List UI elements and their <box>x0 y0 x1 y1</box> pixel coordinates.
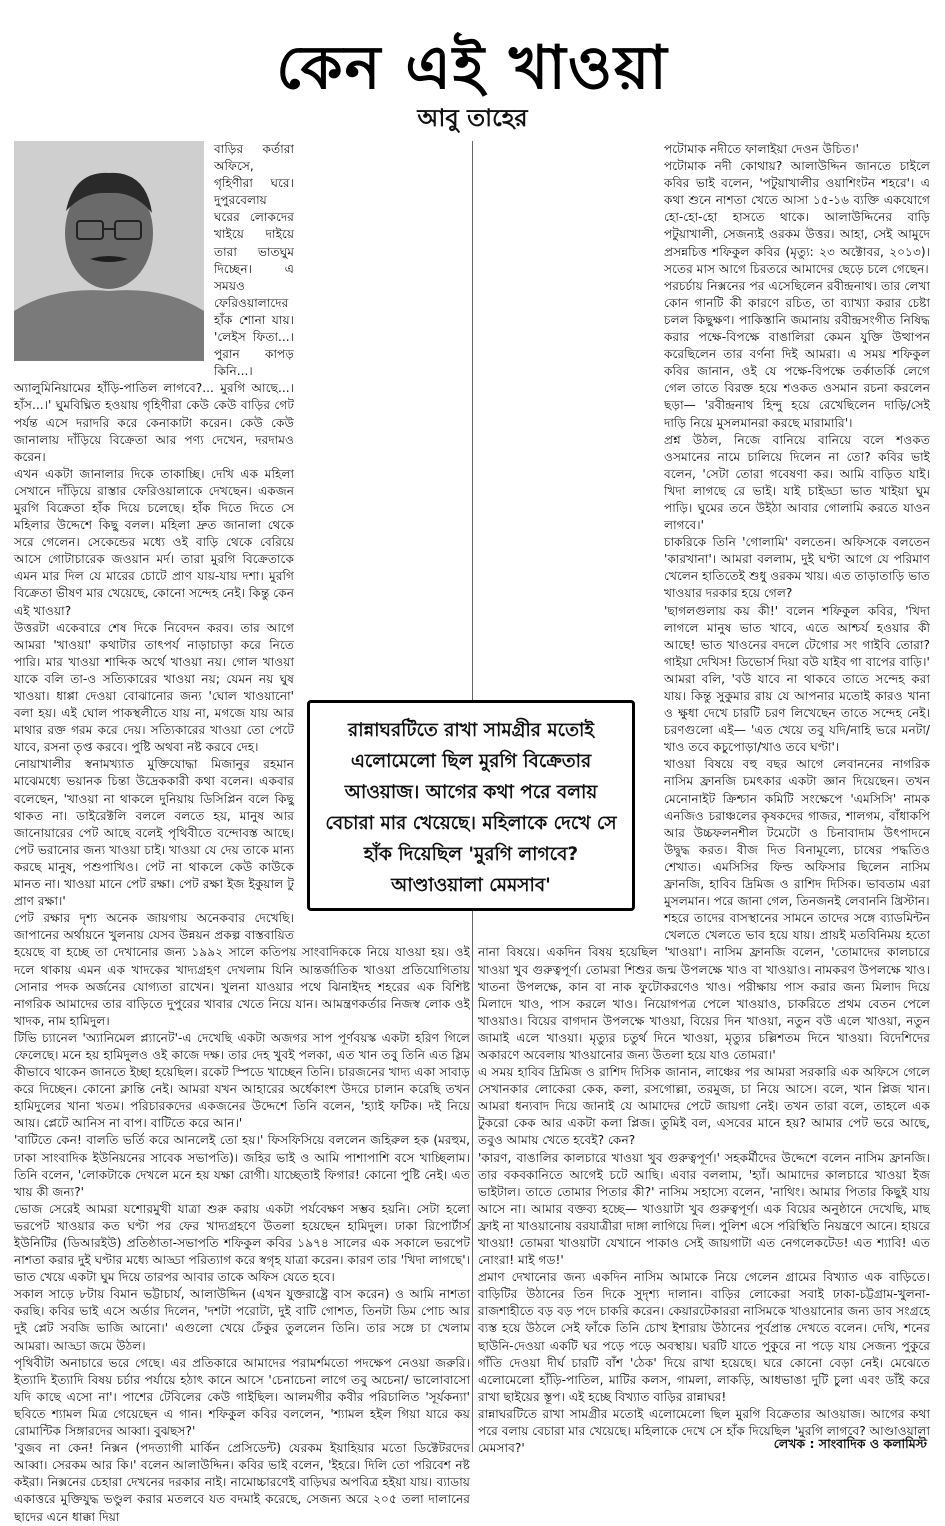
right-paragraph: আমরা বলি, 'বউ যাবে না থাকবে তাতে সন্দেহ করা যায়। কিন্তু সুকুমার রায় যে আপনার মতোই কারও খানা ও ক্ষুধা দেখে চারটি চরণ লিখেছেন তাতে সন্দেহ নেই। চরণগুলো এই— 'এত খেয়ে তবু যদি/নাহি ভরে মনটা/খাও তবে কচুপোড়া/খাও তবে ঘণ্টা'। <box>664 671 930 755</box>
right-paragraph: 'ছাগলগুলায় কয় কী!' বলেন শফিকুল কবির, 'খিদা লাগলে মানুষ ভাত খাবে, এতে আশ্চর্য হওয়ার কী আছে! ভাত খাওনের বদলে টেগোর সং গাইবি তোরা? গাইয়া দেখিস! ডিভোর্স দিয়া বউ যাইব গা বাপের বাড়ি।' <box>664 603 930 669</box>
left-paragraph: পেট রক্ষার দৃশ্য অনেক জায়গায় অনেকবার দেখেছি। জাপানের অর্থায়নে খুলনায় যেসব উন্নয়ন প্রকল্প বাস্তবায়িত হয়েছে বা হচ্ছে তা দেখানোর জন্য ১৯৯২ সালে কতিপয় সাংবাদিককে নিয়ে যাওয়া হয়। ওই দলে থাকায় এমন এক খাদকের খাদ্যগ্রহণ দেখলাম যিনি আন্তর্জাতিক খাওয়া প্রতিযোগিতায় সোনার পদক অর্জনের যোগ্যতা রাখেন। খুলনা যাওয়ার পথে ঝিনাইদহ শহরের এক বিশিষ্ট নাগরিক আমাদের তার বাড়িতে দুপুরের খাবার খেতে নিয়ে যান। আমন্ত্রণকর্তার নিজস্ব লোক ওই খাদক, নাম হামিদুল। <box>14 911 470 1028</box>
right-paragraph: পটোমাক নদী কোথায়? আলাউদ্দিন জানতে চাইলে কবির ভাই বলেন, 'পটুয়াখালীর ওয়াশিংটন শহরে'। এ কথা শুনে নাশতা খেতে আসা ১৫-১৬ ব্যক্তি একযোগে হো-হো-হো হাসতে থাকে। আলাউদ্দিনের বাড়ি পটুয়াখালী, সেজন্যই ওরকম উত্তর। আহা, সেই আমুদে প্রসন্নচিত্ত শফিকুল কবির (মৃত্যু: ২৩ অক্টোবর, ২০১৩)। সতের মাস আগে চিরতরে আমাদের ছেড়ে চলে গেছেন। <box>664 159 930 276</box>
left-paragraph: 'বুজব না কেন! নিক্সন (পদত্যাগী মার্কিন প্রেসিডেন্ট) যেরকম ইয়াহিয়ার মতো ডিক্টেটরদের আব্বা। সেরকম আর কি।' বলেন আলাউদ্দিন। কবির ভাই বলেন, 'ইহরে। দিলি তো পরিবেশ নষ্ট কইরা। নিক্সনের চেহারা দেখনের দরকার নাই। নামোচ্চারণেই বাড়িঘর অপবিত্র হইয়া যায়। ব্যাডায় একাত্তরে মুক্তিযুদ্ধ ভণ্ডুল করার মতলবে যত বদমাই করেছে, সেজন্য অরে ২০৫ তলা দালানের ছাদের এনে ধাক্কা দিয়া <box>14 1441 470 1524</box>
right-paragraph: প্রমাণ দেখানোর জন্য একদিন নাসিম আমাকে নিয়ে গেলেন গ্রামের বিখ্যাত এক বাড়িতে। বাড়িটির উঠানের তিন দিকে সুদৃশ্য দালান। বাড়ির লোকেরা সবাই ঢাকা-চট্টগ্রাম-খুলনা-রাজশাহীতে বড় বড় পদে চাকরি করেন। কেয়ারটেকাররা নাসিমকে খাওয়ানোর জন্য ডাব সংগ্রহে ব্যস্ত হয়ে উঠলে সেই ফাঁকে তিনি চোখ ইশারায় উঠানের পূর্বপ্রান্ত দেখতে বলেন। দেখি, শনের ছাউনি-দেওয়া একটি ঘর পড়ে পড়ে অবস্থায়। ঘরটি যাতে পুকুরে না পড়ে যায় সেজন্য পুকুরে গাঁতি দেওয়া দীর্ঘ চারটি বাঁশ 'ঠেক' দিয়ে রাখা হয়েছে। ঘরে কোনো বেড়া নেই। মেঝেতে এলোমেলো হাঁড়ি-পাতিল, মাটির কলস, গামলা, লাকড়ি, আধভাঙা দুটি চুলা এবং ডাঁই করে রাখা ছাইয়ের স্তূপ। এই হচ্ছে বিখ্যাত বাড়ির রান্নাঘর! <box>478 1270 930 1404</box>
article-byline: আবু তাহের <box>417 104 528 132</box>
article-title: কেন এই খাওয়া <box>276 33 669 103</box>
pull-quote: রান্নাঘরটিতে রাখা সামগ্রীর মতোই এলোমেলো ছিল মুরগি বিক্রেতার আওয়াজ। আগের কথা পরে বলায় বেচারা মার খেয়েছে। মহিলাকে দেখে সে হাঁক দিয়েছিল 'মুরগি লাগবে? আণ্ডাওয়ালা মেমসাব' <box>307 700 635 911</box>
right-paragraph: 'কারণ, বাঙালির কালচারে খাওয়া খুব গুরুত্বপূর্ণ।' সহকর্মীদের উদ্দেশে বলেন নাসিম ফ্রানজি। তার বকবকানিতে আগেই চটে আছি। এবার বললাম, 'হ্যাঁ। আমাদের কালচারে খাওয়া ইজ ভাইটাল। তাতে তোমার পিতার কী?' নাসিম সহাস্যে বলেন, 'নাথিং। আমার পিতার কিছুই যায় আসে না। আমার বক্তব্য হচ্ছে— খাওয়াটা খুব গুরুত্বপূর্ণ। এক বিয়ের অনুষ্ঠানে দেখেছি, মাছ ফ্রাই না খাওয়ানোয় বরযাত্রীরা দাঙ্গা লাগিয়ে দিল। পুলিশ এসে পরিস্থিতি নিয়ন্ত্রণে আনে। হায়রে খাওয়া! তোমরা খাওয়াটা যেখানে পাকাও সেই জায়গাটা এত নেগলেকটেড! এত শ্যাবি! এত নোংরা! মাই গড!' <box>478 1150 930 1268</box>
left-paragraph: উত্তরটা একেবারে শেষ দিকে নিবেদন করব। তার আগে আমরা 'খাওয়া' কথাটার তাৎপর্য নাড়াচাড়া করে নিতে পারি। মার খাওয়া শাব্দিক অর্থে খাওয়া নয়। গোল খাওয়া যাকে বলি তা-ও সত্যিকারের খাওয়া নয়; যেমন নয় ঘুষ খাওয়া। ধাপ্পা দেওয়া বোঝানোর জন্য 'ঘোল খাওয়ানো' বলা হয়। এই ঘোল পাকস্থলীতে যায় না, মগজে যায় আর মাথার রক্ত গরম করে দেয়। সত্যিকারের খাওয়া তো পেটে যাবে, রসনা তৃপ্ত করবে। পুষ্টি অথবা নষ্ট করবে দেহ। <box>14 620 294 755</box>
left-paragraph: পৃথিবীটা অনাচারে ভরে গেছে। এর প্রতিকারে আমাদের পরামর্শমতো পদক্ষেপ নেওয়া জরুরি। ইত্যাদি ইত্যাদি বিষয় চর্চার পর্যায়ে হঠাৎ কানে আসে 'চেনাচেনা লাগে তবু অচেনা/ ভালোবাসো যদি কাছে এসো না'। পাশের টেবিলের কেউ গাইছিল। আলমগীর কবীর পরিচালিত 'সূর্যকন্যা' ছবিতে শ্যামল মিত্র গেয়েছেন এ গান। শফিকুল কবির বললেন, 'শ্যামল হইল গিয়া যারে কয় রোমান্টিক সিঙ্গারদের আব্বা। বুঝছস?' <box>14 1355 470 1439</box>
right-paragraph: প্রশ্ন উঠল, নিজে বানিয়ে বানিয়ে বলে শওকত ওসমানের নামে চালিয়ে দিলেন না তো? কবির ভাই বলেন, 'সেটা তোরা গবেষণা কর। আমি বাড়িত যাই। খিদা লাগছে রে ভাই। যাই চাইড্ডা ভাত খাইয়া ঘুম পাড়ি। ঘুমের তনে উইঠা আবার গোলামি করতে যাওন লাগবে।' <box>664 432 930 533</box>
left-paragraph: সকাল সাড়ে ৮টায় বিমান ভট্টাচার্য, আলাউদ্দিন (এখন যুক্তরাষ্ট্রে বাস করেন) ও আমি নাশতা করছি। কবির ভাই এসে অর্ডার দিলেন, 'দশটা পরোটা, দুই বাটি গোশত, তিনটা ডিম পোচ আর দুই প্লেট সবজি ভাজি আনো।' এগুলো খেয়ে ঢেঁকুর তুললেন তিনি। তার সঙ্গে চা খেলাম আমরা। আড্ডা জমে উঠল। <box>14 1287 470 1353</box>
right-paragraph: শহরে তাদের বাসস্থানের সামনে তাদের সঙ্গে ব্যাডমিন্টন খেলতে খেলতে ভাব হয়ে যায়। প্রায়ই মতবিনিময় হতো নানা বিষয়ে। একদিন বিষয় হয়েছিল 'খাওয়া'। নাসিম ফ্রানজি বলেন, 'তোমাদের কালচারে খাওয়া খুব গুরুত্বপূর্ণ। তোমরা শিশুর জন্ম উপলক্ষে খাও বা খাওয়াও। নামকরণ উপলক্ষে খাও। খাতনা উপলক্ষে, কান বা নাক ফুটোকরণেও খাও। পরীক্ষায় পাস করার জন্য মিলাদ দিয়ে মিলাদে খাও, পাস করলে খাও। নিয়োগপত্র পেলে খাওয়াও, চাকরিতে প্রথম বেতন পেলে খাওয়াও। বিয়ের বাগদান উপলক্ষে খাওয়া, বিয়ের দিন খাওয়া, নতুন বউ এলে খাওয়া, নতুন জামাই এলে খাওয়া। মৃত্যুর চতুর্থ দিনে খাওয়া, মৃত্যুর চল্লিশতম দিনে খাওয়া। বিদেশিদের অকারণে অবেলায় খাওয়ানোর জন্য উতলা হয়ে যাও তোমরা।' <box>478 911 930 1062</box>
right-paragraph: পটোমাক নদীতে ফালাইয়া দেওন উচিত।' <box>664 142 859 156</box>
right-paragraph: পরচর্চায় নিক্সনের পর এসেছিলেন রবীন্দ্রনাথ। তার লেখা কোন গানটি কী কারণে রচিত, তা ব্যাখ্যা করার চেষ্টা চলল কিছুক্ষণ। পাকিস্তানি জমানায় রবীন্দ্রসংগীত নিষিদ্ধ করার পক্ষে-বিপক্ষে বাঙালিরা কেমন যুক্তি উত্থাপন করেছিলেন তার বর্ণনা দিই আমরা। এ সময় শফিকুল কবির জানান, ওই যে পক্ষে-বিপক্ষে তর্কাতর্কি লেগে গেল তাতে বিরক্ত হয়ে শওকত ওসমান রচনা করলেন ছড়া— 'রবীন্দ্রনাথ হিন্দু হয়ে রেখেছিলেন দাড়ি/সেই দাড়ি নিয়ে মুসলমানরা করছে মারামারি'। <box>664 278 930 430</box>
right-paragraph: চাকরিকে তিনি 'গোলামি' বলতেন। অফিসকে বলতেন 'কারখানা'। আমরা বললাম, দুই ঘণ্টা আগে যে পরিমাণ খেলেন হাতিতেই শুধু ওরকম খায়। এত তাড়াতাড়ি ভাত খাওয়ার দরকার হয়ে গেল? <box>664 535 930 601</box>
left-paragraph: বাড়ির কর্তারা অফিসে, গৃহিণীরা ঘরে। দুপুরবেলায় ঘরের লোকদের খাইয়ে দাইয়ে তারা ভাতঘুম দিচ্ছেন। এ সময়ও ফেরিওয়ালাদের হাঁক শোনা যায়। 'লেইস ফিতা...। পুরান কাপড় কিনি...। অ্যালুমিনিয়ামের হাঁড়ি-পাতিল লাগবে?... মুরগি আছে...। হাঁস...।' ঘুমবিঘ্নিত হওয়ায় গৃহিণীরা কেউ কেউ বাড়ির গেট পর্যন্ত এসে দরাদরি করে কেনাকাটা করেন। কেউ কেউ জানালায় দাঁড়িয়ে বিক্রেতা আর পণ্য দেখেন, দরদামও করেন। <box>14 142 294 464</box>
left-paragraph: নোয়াখালীর স্বনামখ্যাত মুক্তিযোদ্ধা মিজানুর রহমান মাঝেমধ্যে ভয়ানক চিন্তা উদ্রেককারী কথা বলেন। একবার বলেছেন, 'খাওয়া না থাকলে দুনিয়ায় ডিসিপ্লিন বলে কিছু থাকত না। ডাইরেক্টলি বললে বলতে হয়, মানুষ আর জানোয়ারের পেট আছে বলেই পৃথিবীতে বন্দোবস্ত আছে। পেট ভরানোর জন্য খাওয়া চাই। খাওয়া যে দেয় তাকে মান্য করছে মানুষ, পশুপাখিও। পেট না থাকলে কেউ কাউকে মানত না। খাওয়া মানে পেট রক্ষা। পেট রক্ষা ইজ ইকুয়াল টু প্রাণ রক্ষা।' <box>14 757 294 909</box>
right-paragraph: এ সময় হাবিব দ্রিমিজ ও রাশিদ দিসিক জানান, লাঞ্চের পর আমরা সরকারি এক অফিসে গেলে সেখানকার লোকেরা কেক, কলা, রসগোল্লা, তরমুজ, চা নিয়ে আসে। বলে, খান প্লিজ খান। আমরা ধন্যবাদ দিয়ে জানাই যে আমাদের পেটে জায়গা নেই। তখন তারা বলে, তাহলে এক টুকরো কেক আর একটা কলা প্লিজ। তুমিই বল, এসবের মানে হয়? আমার পেট ভরে আছে, তবুও আমায় খেতে হবেই? কেন? <box>478 1065 930 1148</box>
left-paragraph: 'বাটিতে কেন! বালতি ভর্তি করে আনলেই তো হয়।' ফিসফিসিয়ে বললেন জহিরুল হক (মরহুম, ঢাকা সাংবাদিক ইউনিয়নের সাবেক সভাপতি)। জহির ভাই ও আমি পাশাপাশি বসে খাচ্ছিলাম। তিনি বলেন, 'লোকটাকে দেখলে মনে হয় যক্ষা রোগী। যাচ্ছেতাই ফিগার! কোনো পুষ্টি নেই। এত খায় কী জন্য?' <box>14 1133 470 1199</box>
left-paragraph: ভোজ সেরেই আমরা যশোরমুখী যাত্রা শুরু করায় একটা পর্যবেক্ষণ সম্ভব হয়নি। সেটা হলো ভরপেট খাওয়ার কত ঘণ্টা পর ফের খাদ্যগ্রহণে উতলা হয়েছেন হামিদুল। ঢাকা রিপোর্টার্স ইউনিটির (ডিআরইউ) প্রতিষ্ঠাতা-সভাপতি শফিকুল কবির ১৯৭৪ সালের এক সকালে ভরপেট নাশতা করার দুই ঘণ্টার মধ্যে আড্ডা পরিত্যাগ করে স্বগৃহ যাত্রা করেন। কারণ তার 'খিদা লাগছে'। ভাত খেয়ে একটা ঘুম দিয়ে তারপর আবার তাকে অফিস যেতে হবে। <box>14 1201 470 1285</box>
right-paragraph: রান্নাঘরটিতে রাখা সামগ্রীর মতোই এলোমেলো ছিল মুরগি বিক্রেতার আওয়াজ। আগের কথা পরে বলায় বেচারা মার খেয়েছে। মহিলাকে দেখে সে হাঁক দিয়েছিল 'মুরগি লাগবে? আণ্ডাওয়ালা মেমসাব?' <box>478 1406 930 1456</box>
author-photo <box>14 141 204 361</box>
author-signature: লেখক : সাংবাদিক ও কলামিস্ট <box>773 1436 927 1451</box>
left-paragraph: এখন একটা জানালার দিকে তাকাচ্ছি। দেখি এক মহিলা সেখানে দাঁড়িয়ে রাস্তার ফেরিওয়ালাকে দেখছেন। একজন মুরগি বিক্রেতা হাঁক দিয়ে চলেছে। হাঁক দিতে দিতে সে মহিলার উদ্দেশে কিছু বলল। মহিলা দ্রুত জানালা থেকে সরে গেলেন। সেকেন্ডের মধ্যে ওই বাড়ি থেকে বেরিয়ে আসে গোটাচারেক জওয়ান মর্দ। তারা মুরগি বিক্রেতাকে এমন মার দিল যে মারের চোটে প্রাণ যায়-যায় দশা। মুরগি বিক্রেতা ভীষণ মার খেয়েছে, কোনো সন্দেহ নেই। কিন্তু কেন এই খাওয়া? <box>14 466 294 618</box>
right-paragraph: খাওয়া বিষয়ে বহু বছর আগে লেবাননের নাগরিক নাসিম ফ্রানজি চমৎকার একটা জ্ঞান দিয়েছেন। তখন মেনোনাইট ক্রিশ্চান কমিটি সংক্ষেপে 'এমসিসি' নামক এনজিও চরাঞ্চলের কৃষকদের গাজর, শালগম, বাঁধাকপি আর উচ্চফলনশীল টমেটো ও চিনাবাদাম উৎপাদনে উদ্বুদ্ধ করত। বীজ দিত বিনামূল্যে, চাষের পদ্ধতিও শেখাত। এমসিসির ফিল্ড অফিসার ছিলেন নাসিম ফ্রানজি, হাবিব দ্রিমিজ ও রাশিদ দিসিক। ভাবতাম এরা মুসলমান। পরে জানা গেল, তিনজনই লেবাননি খ্রিস্টান। <box>664 757 930 909</box>
left-paragraph: টিভি চ্যানেল 'অ্যানিমেল প্ল্যানেট'-এ দেখেছি একটা অজগর সাপ পূর্ণবয়স্ক একটা হরিণ গিলে ফেলেছে। মনে হয় হামিদুলও ওই কাজে দক্ষ। তার দেহ খুবই পলকা, এত খান তবু তিনি এত স্লিম কীভাবে থাকেন জানতে ইচ্ছা হয়েছিল। রকেট স্পিডে খাচ্ছেন তিনি। চারজনের খাদ্য একা সাবাড় করে দিচ্ছেন। কোনো ক্লান্তি নেই। আমরা যখন আহারের অর্ধেকাংশ উদরে চালান করেছি তখন হামিদুলের খানা খতম। পরিচারকদের একজনের উদ্দেশে তিনি বলেন, 'হ্যাই ফটিক। দই নিয়ে আয়। প্লেটে আনিস না বাপ। বাটিতে করে আন।' <box>14 1030 470 1131</box>
